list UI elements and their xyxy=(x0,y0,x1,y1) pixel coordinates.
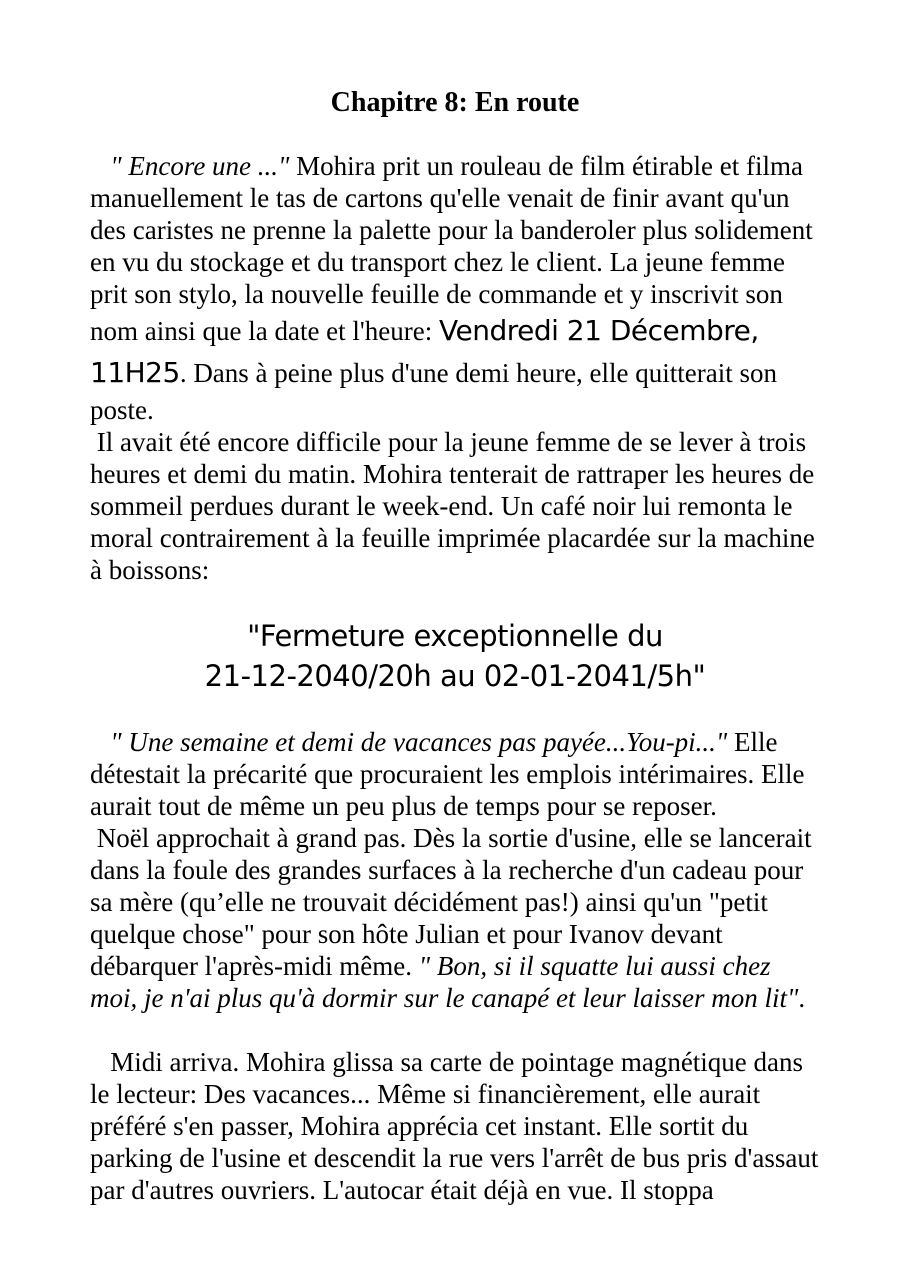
closure-notice-line-2: 21-12-2040/20h au 02-01-2041/5h" xyxy=(204,659,706,693)
text-run-italic: " Une semaine et demi de vacances pas payée...You-pi..." xyxy=(90,727,735,757)
closure-notice-line-1: "Fermeture exceptionnelle du xyxy=(247,619,663,653)
text-run-normal: Mohira prit un rouleau de film étirable et filma manuellement le tas de cartons qu'elle venait de finir avant qu'un des caristes ne prenne la palette pour la banderoler plus solidement en vu du stockage et du transport chez le client. La jeune femme prit son stylo, la nouvelle feuille de commande et y inscrivit son nom ainsi que la date et l'heure: xyxy=(90,151,820,346)
text-run-normal: . xyxy=(798,983,806,1013)
closure-notice xyxy=(90,616,820,696)
paragraph-opening xyxy=(90,150,820,426)
text-run-normal: Midi arriva. Mohira glissa sa carte de pointage magnétique dans le lecteur: Des vacances... Même si financièrement, elle aurait préféré s'en passer, Mohira apprécia cet instant. Elle sortit du parking de l'usine et descendit la rue vers l'arrêt de bus pris d'assaut par d'autres ouvriers. L'autocar était déjà en vue. Il stoppa xyxy=(90,1047,826,1205)
text-run-normal: Noël approchait à grand pas. Dès la sortie d'usine, elle se lancerait dans la foule des grandes surfaces à la recherche d'un cadeau pour sa mère (qu’elle ne trouvait décidément pas!) ainsi qu'un "petit quelque chose" pour son hôte Julian et pour Ivanov devant débarquer l'après-midi même. xyxy=(90,823,819,981)
paragraph-morning xyxy=(90,426,820,586)
text-run-normal: Elle détestait la précarité que procuraient les emplois intérimaires. Elle aurait tout de même un peu plus de temps pour se reposer. xyxy=(90,727,812,821)
text-run-normal: . Dans à peine plus d'une demi heure, elle quitterait son poste. xyxy=(90,358,784,425)
paragraph-vacances xyxy=(90,726,820,822)
paragraph-midi xyxy=(90,1046,826,1206)
text-run-italic: " Encore une ..." xyxy=(90,151,297,181)
paragraph-noel xyxy=(90,822,820,1014)
text-run-italic: " Bon, si il squatte lui aussi chez moi, je n'ai plus qu'à dormir sur le canapé et leur laisser mon lit" xyxy=(90,951,799,1013)
text-run-normal: Il avait été encore difficile pour la jeune femme de se lever à trois heures et demi du matin. Mohira tenterait de rattraper les heures de sommeil perdues durant le week-end. Un café noir lui remonta le moral contrairement à la feuille imprimée placardée sur la machine à boissons: xyxy=(90,427,822,585)
text-run-hand: Vendredi 21 Décembre, 11H25 xyxy=(90,314,768,389)
chapter-title: Chapitre 8: En route xyxy=(330,87,580,118)
